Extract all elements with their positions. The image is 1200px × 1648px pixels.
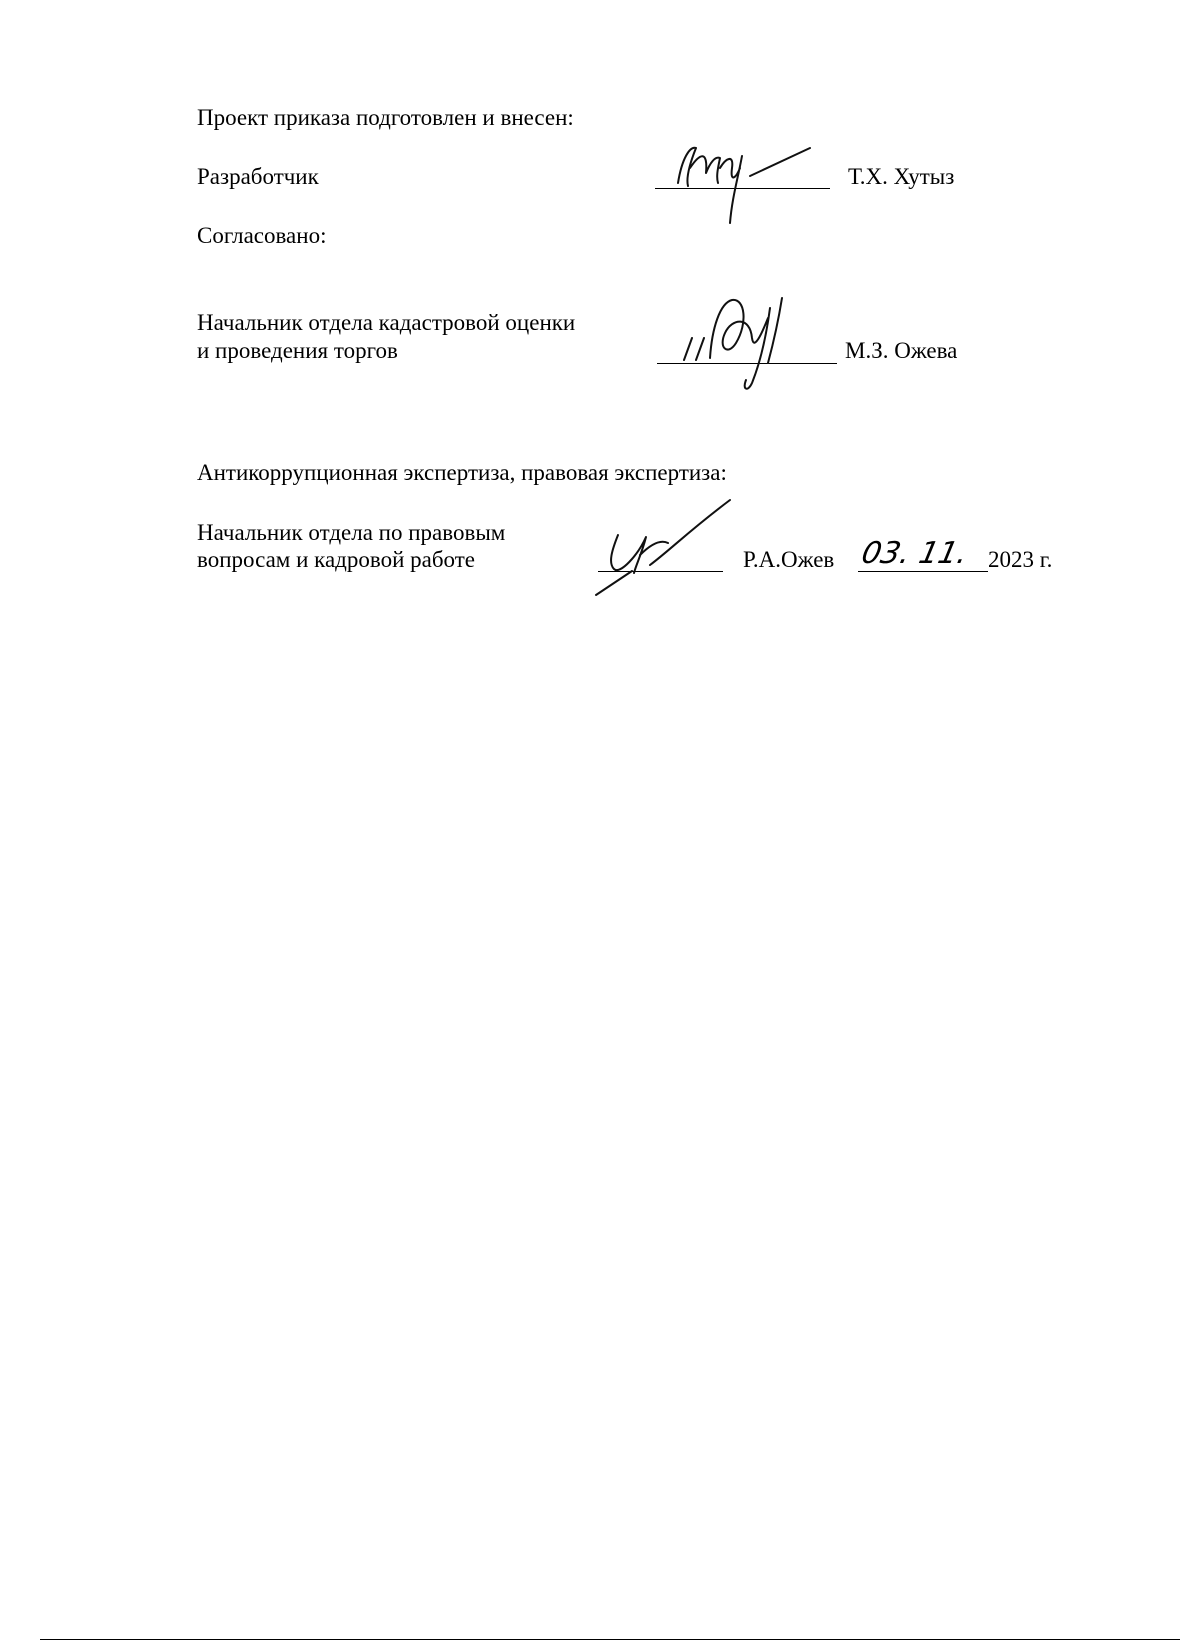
expertise-label: Антикоррупционная экспертиза, правовая экспертиза: <box>197 460 727 485</box>
head-cadastral-role-line2: и проведения торгов <box>197 338 398 363</box>
handwritten-date: 03. 11. <box>858 536 971 571</box>
head-legal-signature <box>590 495 740 605</box>
agreed-label: Согласовано: <box>197 223 327 248</box>
date-year: 2023 г. <box>988 547 1053 572</box>
head-legal-role-line1: Начальник отдела по правовым <box>197 520 506 545</box>
footer-divider <box>40 1639 1180 1640</box>
head-cadastral-role-line1: Начальник отдела кадастровой оценки <box>197 310 576 335</box>
date-line <box>858 571 988 572</box>
head-cadastral-name: М.З. Ожева <box>845 338 958 363</box>
head-legal-name: Р.А.Ожев <box>743 547 835 572</box>
prepared-by-label: Проект приказа подготовлен и внесен: <box>197 105 574 130</box>
developer-role: Разработчик <box>197 164 319 189</box>
head-legal-role-line2: вопросам и кадровой работе <box>197 547 476 572</box>
head-cadastral-signature <box>670 288 830 398</box>
developer-signature <box>660 128 840 228</box>
developer-name: Т.Х. Хутыз <box>848 164 955 189</box>
